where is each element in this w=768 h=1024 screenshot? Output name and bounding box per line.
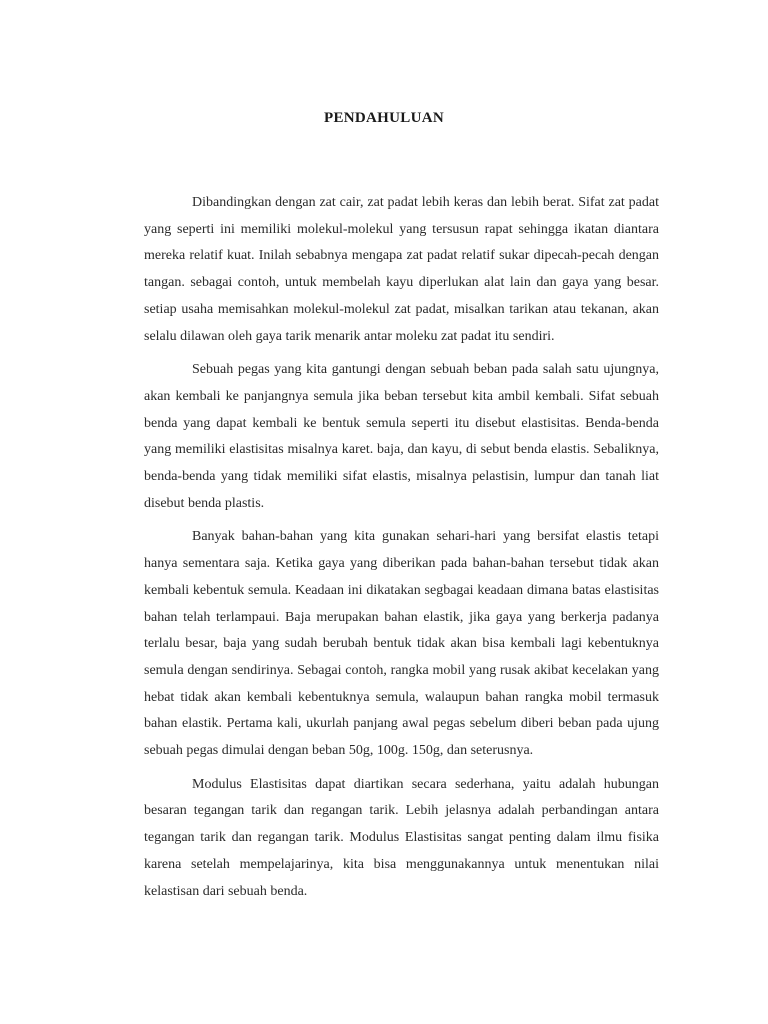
paragraph-3: Banyak bahan-bahan yang kita gunakan sehari-hari yang bersifat elastis tetapi hanya sementara saja. Ketika gaya yang diberikan pada bahan-bahan tersebut tidak akan kembali kebentuk semula. Keadaan ini dikatakan segbagai keadaan dimana batas elastisitas bahan telah terlampaui. Baja merupakan bahan elastik, jika gaya yang berkerja padanya terlalu besar, baja yang sudah berubah bentuk tidak akan bisa kembali lagi kebentuknya semula dengan sendirinya. Sebagai contoh, rangka mobil yang rusak akibat kecelakan yang hebat tidak akan kembali kebentuknya semula, walaupun bahan rangka mobil termasuk bahan elastik. Pertama kali, ukurlah panjang awal pegas sebelum diberi beban pada ujung sebuah pegas dimulai dengan beban 50g, 100g. 150g, dan seterusnya. xyxy=(144,529,659,759)
paragraph-2: Sebuah pegas yang kita gantungi dengan sebuah beban pada salah satu ujungnya, akan kembali ke panjangnya semula jika beban tersebut kita ambil kembali. Sifat sebuah benda yang dapat kembali ke bentuk semula seperti itu disebut elastisitas. Benda-benda yang memiliki elastisitas misalnya karet. baja, dan kayu, di sebut benda elastis. Sebaliknya, benda-benda yang tidak memiliki sifat elastis, misalnya pelastisin, lumpur dan tanah liat disebut benda plastis. xyxy=(144,362,659,511)
page-title: PENDAHULUAN xyxy=(324,110,444,126)
document-body xyxy=(144,190,659,912)
paragraph-4: Modulus Elastisitas dapat diartikan secara sederhana, yaitu adalah hubungan besaran tegangan tarik dan regangan tarik. Lebih jelasnya adalah perbandingan antara tegangan tarik dan regangan tarik. Modulus Elastisitas sangat penting dalam ilmu fisika karena setelah mempelajarinya, kita bisa menggunakannya untuk menentukan nilai kelastisan dari sebuah benda. xyxy=(144,776,659,899)
paragraph-1: Dibandingkan dengan zat cair, zat padat lebih keras dan lebih berat. Sifat zat padat yang seperti ini memiliki molekul-molekul yang tersusun rapat sehingga ikatan diantara mereka relatif kuat. Inilah sebabnya mengapa zat padat relatif sukar dipecah-pecah dengan tangan. sebagai contoh, untuk membelah kayu diperlukan alat lain dan gaya yang besar. setiap usaha memisahkan molekul-molekul zat padat, misalkan tarikan atau tekanan, akan selalu dilawan oleh gaya tarik menarik antar moleku zat padat itu sendiri. xyxy=(144,195,659,344)
